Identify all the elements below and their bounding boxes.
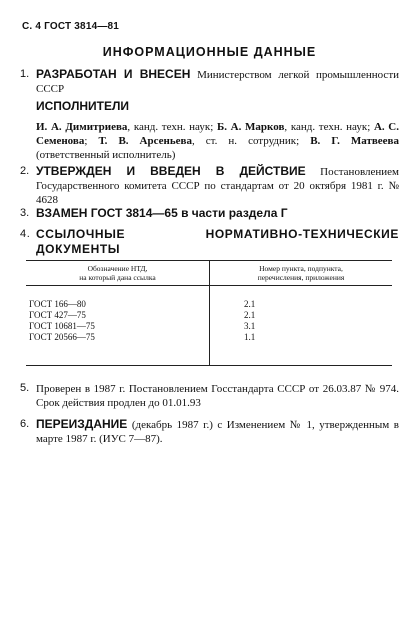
item-number: 4. <box>20 228 31 240</box>
executor-name: Б. А. Марков <box>216 121 285 133</box>
executor-name: И. А. Димитриева <box>36 121 128 133</box>
item-number: 2. <box>20 165 30 177</box>
table-cell-point: 2.1 <box>244 310 256 320</box>
item-number: 5. <box>20 382 30 394</box>
item-5 <box>20 381 399 410</box>
table-cell-document: ГОСТ 166—80 <box>29 299 86 309</box>
item-4 <box>20 227 399 257</box>
table-row <box>26 299 392 310</box>
executor-role: , канд. техн. наук; <box>284 121 374 133</box>
item-heading: УТВЕРЖДЕН И ВВЕДЕН В ДЕЙСТВИЕ <box>36 164 306 178</box>
executor-name: Т. В. Арсеньева <box>98 135 192 147</box>
table-row <box>26 321 392 332</box>
executor-role: , ст. н. сотрудник; <box>192 135 311 147</box>
executor-role: , канд. техн. наук; <box>127 121 217 133</box>
executors-list <box>36 120 399 162</box>
section-title: ИНФОРМАЦИОННЫЕ ДАННЫЕ <box>102 45 317 59</box>
table-cell-point: 2.1 <box>244 299 256 309</box>
executor-role: ; <box>84 135 99 147</box>
executor-name: А. С. Семенова <box>36 121 400 147</box>
executor-role: (ответственный исполнитель) <box>36 149 176 161</box>
item-3 <box>20 206 399 221</box>
table-cell-document: ГОСТ 20566—75 <box>29 332 95 342</box>
item-1 <box>20 67 399 96</box>
item-heading: ВЗАМЕН ГОСТ 3814—65 в части раздела Г <box>36 206 288 220</box>
table-cell-point: 1.1 <box>244 332 256 342</box>
executor-name: В. Г. Матвеева <box>310 135 399 147</box>
item-text: Министерством легкой промышленности СССР <box>36 69 400 95</box>
table-row <box>26 310 392 321</box>
table-cell-point: 3.1 <box>244 321 256 331</box>
item-number: 3. <box>20 207 30 219</box>
item-text: Проверен в 1987 г. Постановлением Госстандарта СССР от 26.03.87 № 974. Срок действия продлен до 01.01.93 <box>36 383 399 409</box>
page-header: С. 4 ГОСТ 3814—81 <box>22 21 120 32</box>
item-2 <box>20 164 399 207</box>
table-cell-document: ГОСТ 427—75 <box>29 310 86 320</box>
table-header-document: Обозначение НТД, на который дана ссылка <box>79 264 156 282</box>
item-heading: ПЕРЕИЗДАНИЕ <box>36 417 128 431</box>
item-number: 1. <box>20 68 30 80</box>
table-cell-document: ГОСТ 10681—75 <box>29 321 95 331</box>
table-header-point: Номер пункта, подпункта, перечисления, приложения <box>257 264 345 282</box>
executors-heading: ИСПОЛНИТЕЛИ <box>36 99 130 113</box>
item-6 <box>20 417 399 446</box>
reference-table <box>26 260 392 366</box>
item-text: Постановлением Государственного комитета СССР по стандартам от 20 октября 1981 г. № 4628 <box>36 166 399 206</box>
table-body <box>26 299 392 343</box>
item-heading: ССЫЛОЧНЫЕ НОРМАТИВНО-ТЕХНИЧЕСКИЕ ДОКУМЕНТЫ <box>36 227 399 256</box>
table-row <box>26 332 392 343</box>
item-number: 6. <box>20 418 30 430</box>
item-heading: РАЗРАБОТАН И ВНЕСЕН <box>36 67 191 81</box>
item-text: (декабрь 1987 г.) с Изменением № 1, утвержденным в марте 1987 г. (ИУС 7—87). <box>36 419 399 445</box>
